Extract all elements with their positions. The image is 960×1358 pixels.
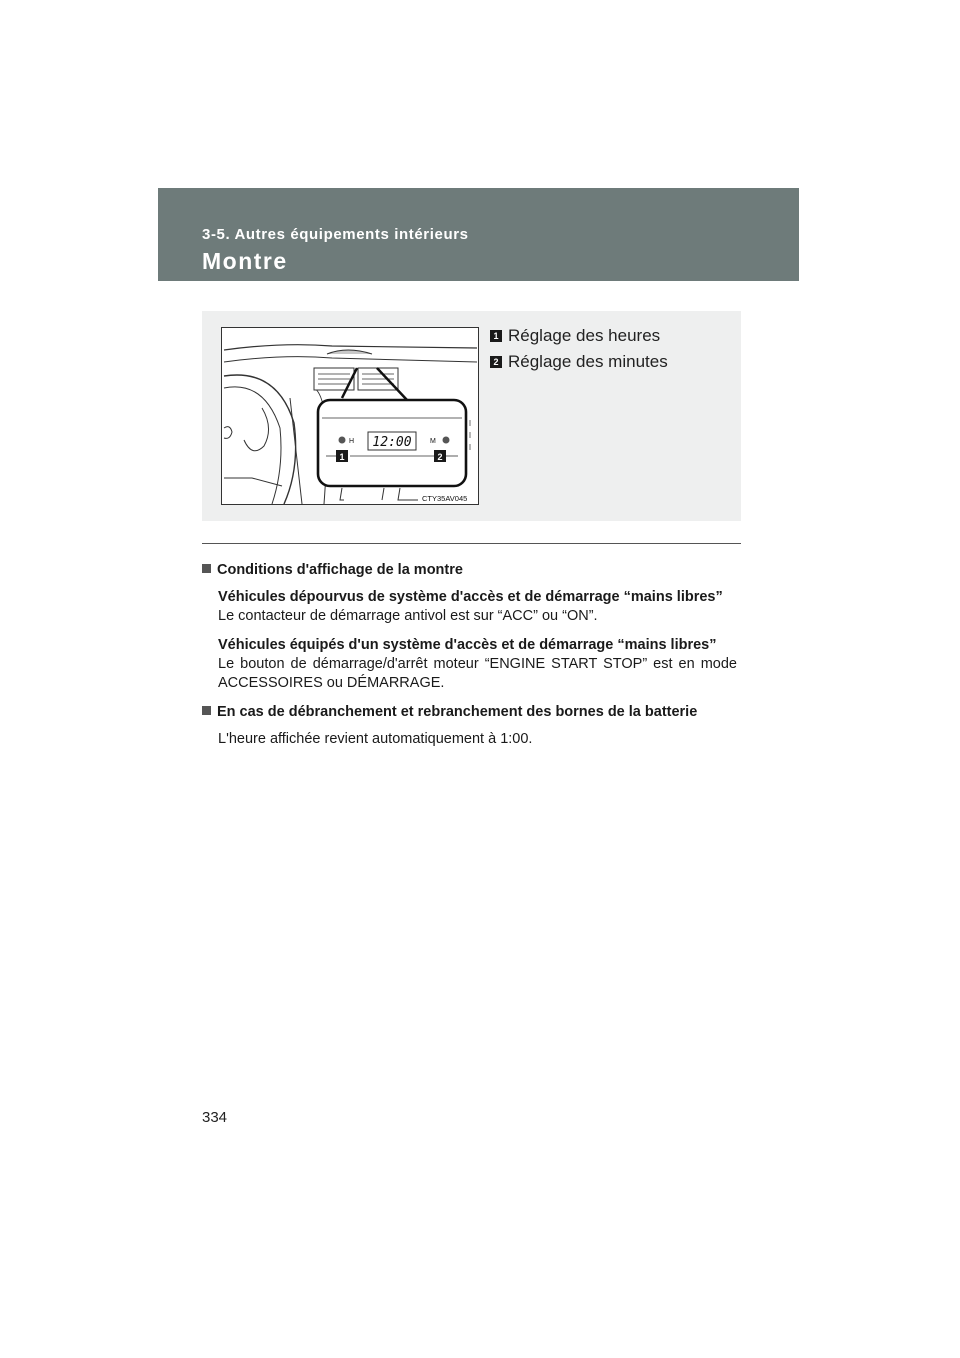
minute-button-label: M	[430, 438, 436, 445]
figure-panel	[202, 311, 741, 521]
square-bullet-icon	[202, 706, 211, 715]
dashboard-drawing	[222, 328, 478, 504]
square-bullet-icon	[202, 564, 211, 573]
note-subheading: Véhicules équipés d'un système d'accès et de démarrage “mains libres”	[218, 637, 717, 653]
legend-text: Réglage des minutes	[508, 352, 668, 371]
page-title: Montre	[202, 248, 288, 274]
legend-item-hours	[490, 323, 668, 349]
callout-1: 1	[339, 452, 345, 462]
dashboard-clock-illustration	[221, 327, 479, 505]
note-body	[202, 588, 737, 693]
section-divider	[202, 543, 741, 544]
notes-section	[202, 561, 737, 759]
figure-code: CTY35AV045	[422, 494, 468, 503]
clock-display: 12:00	[372, 435, 412, 450]
figure-legend	[490, 323, 668, 375]
note-body	[202, 730, 737, 749]
note-paragraph: Le bouton de démarrage/d'arrêt moteur “ENGINE START STOP” est en mode ACCESSOIRES ou DÉMARRAGE.	[218, 656, 737, 691]
header-band	[158, 188, 799, 281]
note-heading: Conditions d'affichage de la montre	[202, 561, 737, 580]
note-subheading: Véhicules dépourvus de système d'accès et de démarrage “mains libres”	[218, 589, 723, 605]
callout-2: 2	[437, 452, 443, 462]
hour-button-label: H	[349, 438, 355, 445]
note-paragraph: L'heure affichée revient automatiquement à 1:00.	[218, 731, 533, 747]
legend-number-badge: 2	[490, 356, 502, 368]
legend-text: Réglage des heures	[508, 326, 661, 345]
legend-item-minutes	[490, 349, 668, 375]
section-label: 3-5. Autres équipements intérieurs	[202, 226, 469, 243]
note-heading: En cas de débranchement et rebranchement des bornes de la batterie	[202, 703, 737, 722]
page-number: 334	[202, 1109, 228, 1126]
note-paragraph: Le contacteur de démarrage antivol est sur “ACC” ou “ON”.	[218, 608, 598, 624]
legend-number-badge: 1	[490, 330, 502, 342]
